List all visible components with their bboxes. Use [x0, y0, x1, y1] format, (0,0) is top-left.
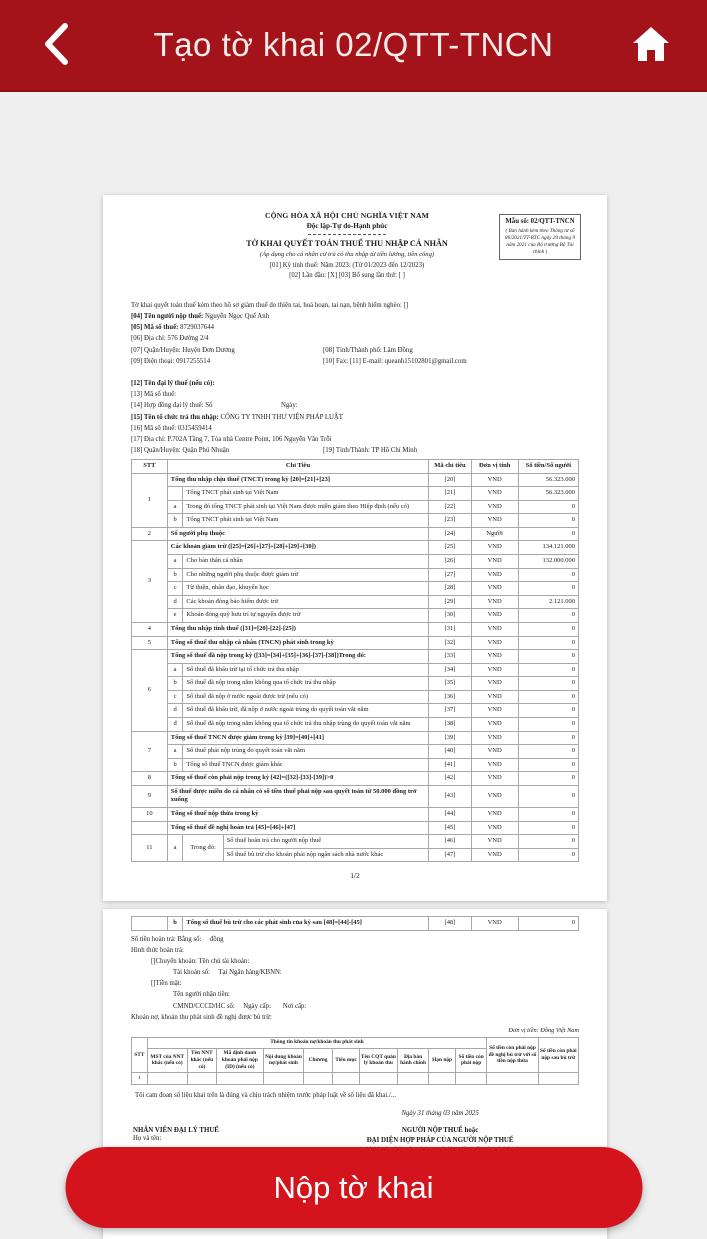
table-cell: c	[167, 582, 183, 596]
table-cell	[487, 1072, 538, 1084]
table-cell: Cho những người phụ thuộc được giảm trừ	[183, 568, 429, 582]
doc-text: [17] Địa chỉ: P.702A Tầng 7, Tòa nhà Centre Point, 106 Nguyễn Văn Trỗi	[131, 435, 332, 443]
table-cell: b	[167, 677, 183, 691]
table-cell: VND	[471, 514, 518, 528]
taxpayer-info	[131, 302, 579, 456]
table-header-cell: Mã định danh khoản phải nộp (ID) (nếu có)	[216, 1048, 263, 1072]
national-title: CỘNG HÒA XÃ HỘI CHỦ NGHĨA VIỆT NAM	[264, 211, 430, 220]
table-cell: 0	[518, 704, 578, 718]
taxpayer-sign-line2: ĐẠI DIỆN HỢP PHÁP CỦA NGƯỜI NỘP THUẾ	[366, 1136, 514, 1144]
doc-text: Ngày:	[281, 402, 298, 410]
table-cell: [23]	[429, 514, 471, 528]
table-cell: [35]	[429, 677, 471, 691]
table-cell: Tổng số thuế đề nghị hoàn trả [45]=[46]+[47]	[167, 821, 428, 835]
table-cell: 132.000.000	[518, 555, 578, 569]
doc-text: CÔNG TY TNHH THƯ VIỆN PHÁP LUẬT	[218, 413, 343, 421]
table-cell	[304, 1072, 333, 1084]
table-cell: 0	[518, 717, 578, 731]
table-cell: Tổng TNCT phát sinh tại Việt Nam	[183, 514, 429, 528]
table-cell: [30]	[429, 609, 471, 623]
table-cell: 4	[132, 622, 168, 636]
table-cell	[263, 1072, 303, 1084]
table-header-cell: Tiểu mục	[333, 1048, 360, 1072]
table-cell: [31]	[429, 622, 471, 636]
table-cell: b	[167, 514, 183, 528]
doc-line	[131, 347, 579, 356]
table-cell: Từ thiện, nhân đạo, khuyến học	[183, 582, 429, 596]
table-cell: [26]	[429, 555, 471, 569]
table-cell	[147, 1072, 187, 1084]
table-cell: [29]	[429, 595, 471, 609]
table-cell: 0	[518, 636, 578, 650]
table-cell: [27]	[429, 568, 471, 582]
doc-text: [08] Tỉnh/Thành phố: Lâm Đồng	[323, 346, 413, 354]
table-cell: 0	[518, 745, 578, 759]
table-cell: VND	[471, 650, 518, 664]
table-cell: VND	[471, 731, 518, 745]
doc-text: Hình thức hoàn trả:	[131, 946, 184, 954]
table-cell: [47]	[429, 848, 471, 862]
table-cell: [33]	[429, 650, 471, 664]
doc-text: Tên người nhận tiền:	[173, 991, 230, 999]
table-header-cell: Hạn nộp	[429, 1048, 456, 1072]
table-cell: 0	[518, 772, 578, 786]
doc-text: Khoản nợ, khoản thu phát sinh đề nghị được bù trừ:	[131, 1013, 272, 1021]
table-cell: Số thuế đã khấu trừ tại tổ chức trả thu nhập	[183, 663, 429, 677]
sign-date: Ngày 31 tháng 03 năm 2025	[401, 1110, 479, 1118]
table-cell: [42]	[429, 772, 471, 786]
table-cell: [32]	[429, 636, 471, 650]
doc-text: [14] Hợp đồng đại lý thuế: Số	[131, 402, 213, 410]
doc-text: [18] Quận/Huyện: Quận Phú Nhuận	[131, 447, 230, 455]
table-cell: [22]	[429, 500, 471, 514]
table-cell: 0	[518, 500, 578, 514]
table-cell: b	[167, 568, 183, 582]
doc-text: [12] Tên đại lý thuế (nếu có):	[131, 380, 215, 388]
table-cell: 2	[132, 527, 168, 541]
doc-text: CMND/CCCD/HC số: Ngày cấp: Nơi cấp:	[173, 1002, 307, 1010]
table-header-cell: Đơn vị tính	[471, 460, 518, 474]
agent-sign-title: NHÂN VIÊN ĐẠI LÝ THUẾ	[133, 1127, 219, 1135]
table-cell: e	[167, 609, 183, 623]
table-cell: [38]	[429, 717, 471, 731]
doc-line	[131, 335, 579, 344]
table-header-cell: Thông tin khoản nợ/khoản thu phát sinh	[147, 1037, 487, 1048]
table-cell: 56.323.000	[518, 487, 578, 501]
table-cell: 0	[518, 677, 578, 691]
motto-divider	[308, 234, 386, 235]
doc-text: [06] Địa chỉ: 576 Đường 2/4	[131, 335, 209, 343]
table-cell: Số người phụ thuộc	[167, 527, 428, 541]
table-cell: [44]	[429, 808, 471, 822]
doc-line	[131, 358, 579, 367]
table-cell: a	[167, 555, 183, 569]
doc-line	[131, 1003, 579, 1012]
doc-line	[131, 980, 579, 989]
table-cell: VND	[471, 772, 518, 786]
taxpayer-sign-line1: NGƯỜI NỘP THUẾ hoặc	[401, 1127, 479, 1135]
table-cell: VND	[471, 690, 518, 704]
table-cell: VND	[471, 473, 518, 487]
table-cell: VND	[471, 555, 518, 569]
table-cell: [36]	[429, 690, 471, 704]
table-cell: 0	[518, 835, 578, 849]
table-cell: 56.323.000	[518, 473, 578, 487]
doc-line	[131, 313, 579, 322]
table-cell: Khoản đóng quỹ hưu trí tự nguyện được trừ	[183, 609, 429, 623]
table-cell: 7	[132, 731, 168, 772]
table-cell: VND	[471, 758, 518, 772]
table-cell: 134.121.000	[518, 541, 578, 555]
table-cell: VND	[471, 917, 518, 931]
table-cell: Số thuế phải nộp trùng do quyết toán vắt năm	[183, 745, 429, 759]
doc-line	[131, 402, 579, 411]
table-cell: Tổng thu nhập tính thuế ([31]=[20]-[22]-[25])	[167, 622, 428, 636]
first-time-line: [02] Lần đầu: [X] [03] Bổ sung lần thứ: [ ]	[289, 272, 405, 280]
table-cell: Cho bản thân cá nhân	[183, 555, 429, 569]
doc-text: Tài khoản số: Tại Ngân hàng/KBNN:	[173, 969, 282, 977]
chevron-left-icon	[43, 23, 69, 68]
table-cell: VND	[471, 595, 518, 609]
table-cell	[132, 917, 168, 931]
table-cell: Người	[471, 527, 518, 541]
commitment-text: Tôi cam đoan số liệu khai trên là đúng và chịu trách nhiệm trước pháp luật về số liệu đã khai./...	[135, 1092, 396, 1100]
doc-line	[131, 425, 579, 434]
table-cell: Tổng số thuế nộp thừa trong kỳ	[167, 808, 428, 822]
table-cell: a	[167, 745, 183, 759]
table-cell: 0	[518, 758, 578, 772]
doc-line	[131, 302, 579, 311]
table-cell: Tổng số thuế bù trừ cho các phát sinh của kỳ sau [48]=[44]-[45]	[183, 917, 429, 931]
table-header-cell: Nội dung khoản nợ/phát sinh	[263, 1048, 303, 1072]
table-cell: [24]	[429, 527, 471, 541]
table-cell: 1	[132, 473, 168, 527]
doc-text: []Tiền mặt:	[151, 980, 182, 988]
form-title: TỜ KHAI QUYẾT TOÁN THUẾ THU NHẬP CÁ NHÂN	[246, 239, 448, 249]
table-cell: 0	[518, 821, 578, 835]
table-cell: c	[167, 690, 183, 704]
doc-text: Nguyễn Ngọc Quế Anh	[203, 313, 270, 321]
doc-line	[131, 969, 579, 978]
table-cell: VND	[471, 568, 518, 582]
table-cell: 0	[518, 609, 578, 623]
doc-line	[131, 436, 579, 445]
table-cell: [46]	[429, 835, 471, 849]
table-header-cell: Địa bàn hành chính	[397, 1048, 428, 1072]
doc-text: [13] Mã số thuế:	[131, 391, 177, 399]
table-cell: [34]	[429, 663, 471, 677]
table-cell: VND	[471, 622, 518, 636]
table-cell: 0	[518, 917, 578, 931]
doc-text: [15] Tên tổ chức trả thu nhập:	[131, 413, 219, 421]
table-cell: Số thuế đã nộp trong năm không qua tổ chức trả thu nhập trùng do quyết toán vắt năm	[183, 717, 429, 731]
page-number: 1/2	[350, 871, 360, 881]
table-cell: Trong đó:	[183, 835, 223, 862]
home-button[interactable]	[625, 19, 677, 71]
doc-line	[131, 991, 579, 1000]
form-number-box	[499, 214, 581, 260]
table-cell: Số thuế đã nộp trong năm không qua tổ chức trả thu nhập	[183, 677, 429, 691]
form-number: Mẫu số: 02/QTT-TNCN	[505, 218, 575, 225]
doc-line	[131, 936, 579, 945]
doc-text	[131, 369, 133, 376]
table-cell: d	[167, 595, 183, 609]
doc-line	[131, 380, 579, 389]
table-cell: a	[167, 500, 183, 514]
table-cell: VND	[471, 785, 518, 807]
table-cell: Trong đó tổng TNCT phát sinh tại Việt Nam được miễn giảm theo Hiệp định (nếu có)	[183, 500, 429, 514]
doc-line	[131, 447, 579, 456]
table-cell: [40]	[429, 745, 471, 759]
doc-text: []Chuyển khoản: Tên chủ tài khoản:	[151, 957, 250, 965]
back-button[interactable]	[30, 19, 82, 71]
table-cell: VND	[471, 848, 518, 862]
doc-line	[131, 391, 579, 400]
table-cell: VND	[471, 835, 518, 849]
table-cell	[397, 1072, 428, 1084]
doc-line	[131, 1014, 579, 1023]
tax-period-line: [01] Kỳ tính thuế: Năm 2023: (Từ 01/2023 đến 12/2023)	[269, 261, 425, 269]
table-cell: VND	[471, 487, 518, 501]
table-cell: VND	[471, 541, 518, 555]
table-cell: VND	[471, 663, 518, 677]
doc-line	[131, 324, 579, 333]
document-header	[131, 211, 579, 297]
table-cell: 0	[518, 527, 578, 541]
table-cell	[333, 1072, 360, 1084]
table-header-cell: Chỉ Tiêu	[167, 460, 428, 474]
doc-text: [04] Tên người nộp thuế:	[131, 313, 204, 321]
table-cell: 1	[132, 1072, 148, 1084]
table-cell: 0	[518, 731, 578, 745]
table-cell: 3	[132, 541, 168, 622]
table-header-cell: Tên CQT quản lý khoản thu	[359, 1048, 397, 1072]
table-cell: [45]	[429, 821, 471, 835]
doc-line	[131, 947, 579, 956]
doc-text: [16] Mã số thuế: 0315459414	[131, 424, 212, 432]
table-cell: VND	[471, 717, 518, 731]
table-cell: Các khoản giảm trừ ([25]=[26]+[27]+[28]+[29]+[30])	[167, 541, 428, 555]
submit-declaration-button[interactable]: Nộp tờ khai	[65, 1147, 642, 1228]
table-cell: Tổng số thuế còn phải nộp trong kỳ [42]=([32]-[33]-[39])>0	[167, 772, 428, 786]
agent-name-line: Họ và tên:	[133, 1135, 162, 1143]
table-header-cell: Số tiền còn phải nộp đề nghị bù trừ với số tiền nộp thừa	[487, 1037, 538, 1072]
table-cell: VND	[471, 609, 518, 623]
table-cell: 0	[518, 650, 578, 664]
table-header-cell: STT	[132, 1037, 148, 1072]
home-icon	[631, 25, 671, 66]
table-cell	[455, 1072, 486, 1084]
table-cell: Tổng số thuế TNCN được giảm trong kỳ [39]=[40]+[41]	[167, 731, 428, 745]
doc-text: [09] Điện thoại: 0917255514	[131, 357, 211, 365]
table-cell: 0	[518, 808, 578, 822]
table-cell: 0	[518, 622, 578, 636]
table-cell: 10	[132, 808, 168, 822]
doc-text: [05] Mã số thuế:	[131, 324, 179, 332]
table-cell: [20]	[429, 473, 471, 487]
table-header-cell: Mã chỉ tiêu	[429, 460, 471, 474]
table-cell: 0	[518, 663, 578, 677]
table-cell: 11	[132, 835, 168, 862]
table-cell: [41]	[429, 758, 471, 772]
doc-text: [10] Fax: [11] E-mail: queanh15102801@gmail.com	[323, 357, 467, 365]
table-cell	[359, 1072, 397, 1084]
table-cell: VND	[471, 704, 518, 718]
national-subtitle: Độc lập-Tự do-Hạnh phúc	[306, 222, 388, 231]
table-cell: Số thuế đã khấu trừ, đã nộp ở nước ngoài trùng do quyết toán vắt năm	[183, 704, 429, 718]
form-number-note: ( Ban hành kèm theo Thông tư số 80/2021/TT-BTC ngày 29 tháng 9 năm 2021 của Bộ trưởng Bộ Tài chính )	[505, 228, 575, 255]
doc-text: [07] Quận/Huyện: Huyện Đơn Dương	[131, 346, 235, 354]
table-cell: VND	[471, 808, 518, 822]
table-cell: 6	[132, 650, 168, 731]
app-header	[0, 0, 707, 92]
table-cell: [25]	[429, 541, 471, 555]
table-header-cell: Chương	[304, 1048, 333, 1072]
table-header-cell: Số tiền còn phải nộp sau bù trừ	[538, 1037, 578, 1072]
doc-text: 8729037644	[178, 324, 215, 332]
debt-offset-table	[131, 1037, 579, 1085]
doc-text: [19] Tỉnh/Thành: TP Hồ Chí Minh	[323, 447, 418, 455]
table-cell: Số thuế hoàn trả cho người nộp thuế	[223, 835, 429, 849]
table-cell: d	[167, 704, 183, 718]
table-header-cell: MST của NNT khác (nếu có)	[147, 1048, 187, 1072]
table-cell: a	[167, 663, 183, 677]
doc-line	[131, 369, 579, 378]
table-cell: VND	[471, 821, 518, 835]
form-subtitle: (Áp dụng cho cá nhân cư trú có thu nhập từ tiền lương, tiền công)	[259, 251, 435, 259]
table-cell: VND	[471, 677, 518, 691]
refund-info	[131, 936, 579, 1023]
table-cell: đ	[167, 717, 183, 731]
table-cell: 0	[518, 582, 578, 596]
table-header-cell: Số tiền còn phải nộp	[455, 1048, 486, 1072]
table-header-cell: STT	[132, 460, 168, 474]
table-header-cell: Số tiền/Số người	[518, 460, 578, 474]
table-cell: [39]	[429, 731, 471, 745]
document-scroll-area[interactable]	[0, 92, 707, 1235]
table-cell: Các khoản đóng bảo hiểm được trừ	[183, 595, 429, 609]
table-cell: Số thuế đã nộp ở nước ngoài được trừ (nếu có)	[183, 690, 429, 704]
declaration-table	[131, 459, 579, 862]
table-cell: 8	[132, 772, 168, 786]
table-cell: 9	[132, 785, 168, 807]
table-header-cell: Tên NNT khác (nếu có)	[187, 1048, 216, 1072]
table-cell: VND	[471, 582, 518, 596]
table-cell: VND	[471, 745, 518, 759]
table-cell: VND	[471, 500, 518, 514]
table-cell	[429, 1072, 456, 1084]
table-cell: a	[167, 835, 183, 862]
table-cell: [43]	[429, 785, 471, 807]
table-cell: Tổng số thuế đã nộp trong kỳ ([33]=[34]+[35]+[36]-[37]-[38])Trong đó:	[167, 650, 428, 664]
table-cell: 0	[518, 785, 578, 807]
declaration-page-1	[103, 195, 607, 901]
carryover-row-table	[131, 916, 579, 931]
table-cell: [37]	[429, 704, 471, 718]
table-cell: 5	[132, 636, 168, 650]
page-title: Tạo tờ khai 02/QTT-TNCN	[153, 26, 554, 63]
table-cell: Tổng thu nhập chịu thuế (TNCT) trong kỳ [20]=[21]+[23]	[167, 473, 428, 487]
table-cell: 0	[518, 848, 578, 862]
table-cell: Số thuế bù trừ cho khoản phải nộp ngân sách nhà nước khác	[223, 848, 429, 862]
table-cell: [48]	[429, 917, 471, 931]
table-cell	[132, 821, 168, 835]
table-cell	[216, 1072, 263, 1084]
table-cell: 0	[518, 568, 578, 582]
table-cell: [28]	[429, 582, 471, 596]
table-cell: Số thuế được miễn do cá nhân có số tiền thuế phải nộp sau quyết toán từ 50.000 đồng trở xuống	[167, 785, 428, 807]
table-cell	[538, 1072, 578, 1084]
table-cell: VND	[471, 636, 518, 650]
table-cell	[167, 487, 183, 501]
table-cell: Tổng TNCT phát sinh tại Việt Nam	[183, 487, 429, 501]
doc-line	[131, 414, 579, 423]
table-cell	[187, 1072, 216, 1084]
table-cell: Tổng số thuế thu nhập cá nhân (TNCN) phát sinh trong kỳ	[167, 636, 428, 650]
doc-line	[131, 958, 579, 967]
currency-unit-note: Đơn vị tiền: Đồng Việt Nam	[508, 1026, 579, 1034]
doc-text: Tờ khai quyết toán thuế kèm theo hồ sơ giảm thuế do thiên tai, hoả hoạn, tai nạn, bệnh hiểm nghèo: []	[131, 302, 409, 309]
table-cell: b	[167, 758, 183, 772]
table-cell: 0	[518, 514, 578, 528]
table-cell: 0	[518, 690, 578, 704]
table-cell: Tổng số thuế TNCN được giảm khác	[183, 758, 429, 772]
table-cell: [21]	[429, 487, 471, 501]
table-cell: 2.121.000	[518, 595, 578, 609]
doc-text: Số tiền hoàn trả: Bằng số: đồng	[131, 935, 224, 943]
table-cell: b	[167, 917, 183, 931]
